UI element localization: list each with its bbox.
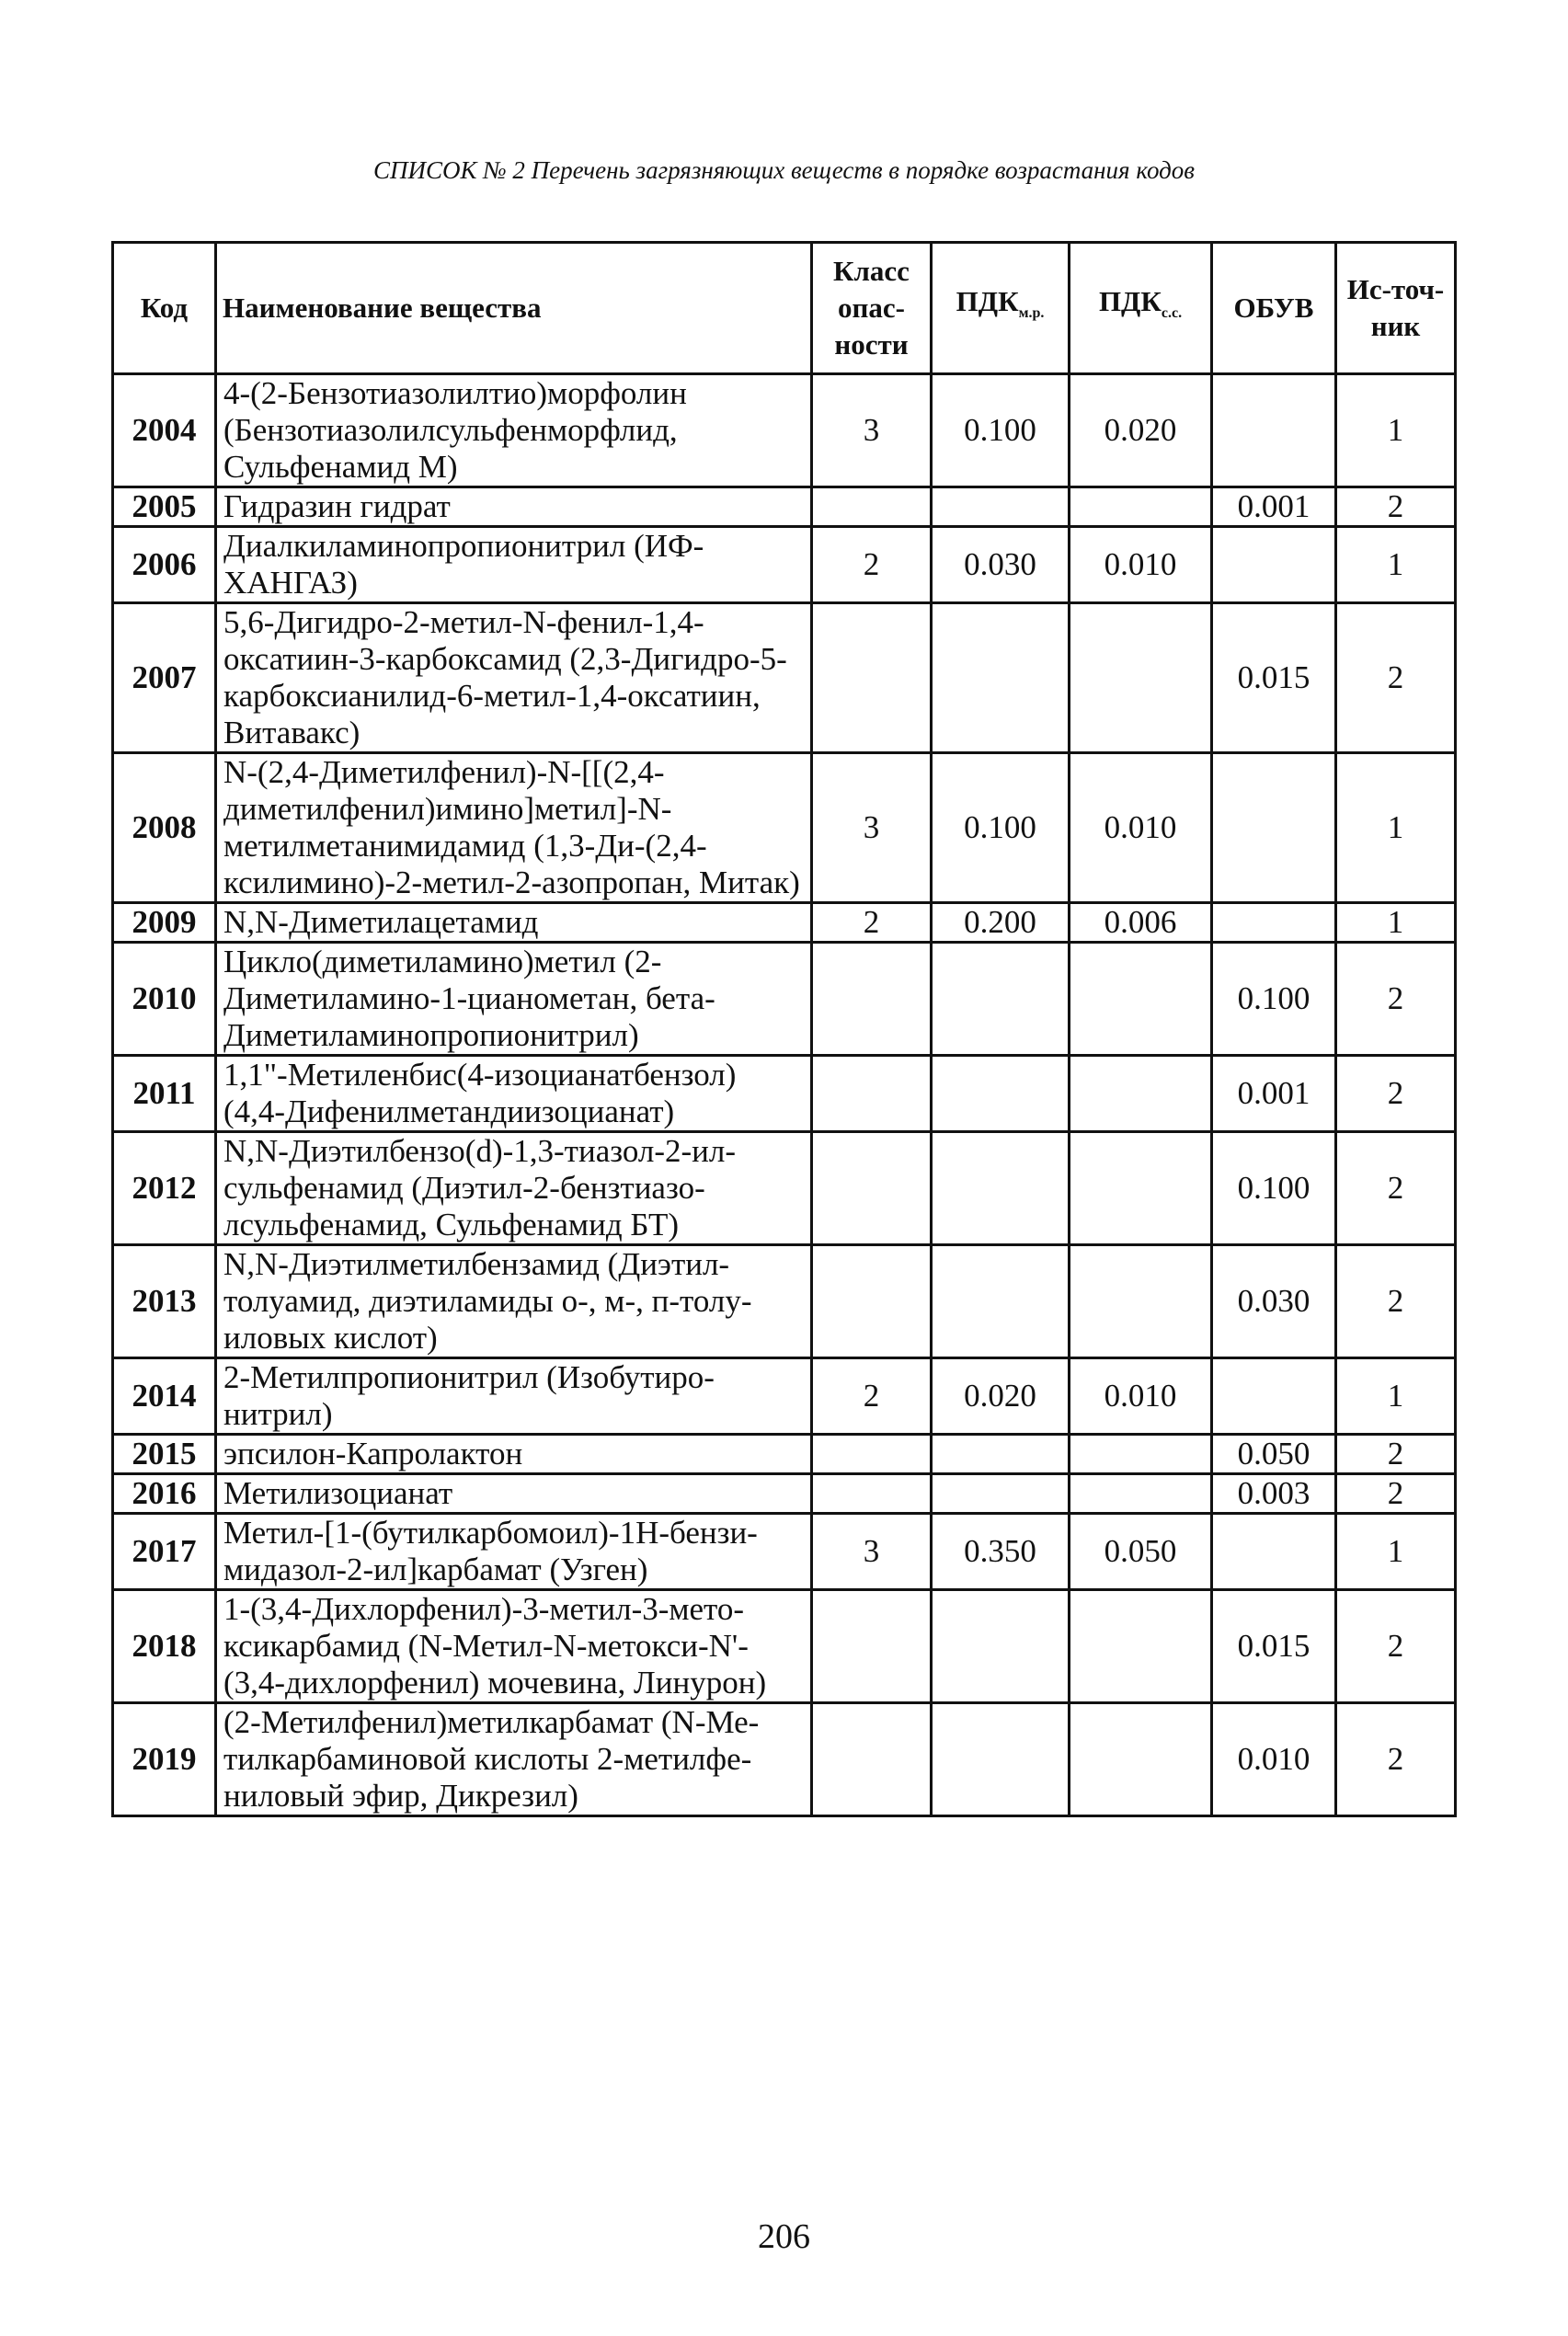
table-row [113,1358,1456,1435]
cell-code: 2011 [113,1056,216,1132]
cell-obuv: 0.100 [1212,1132,1336,1245]
cell-pdk-mr: 0.350 [932,1514,1070,1590]
cell-pdk-ss: 0.010 [1070,753,1212,903]
cell-pdk-mr [932,487,1070,527]
cell-pdk-ss [1070,1245,1212,1358]
table-row [113,603,1456,753]
cell-code: 2008 [113,753,216,903]
header-hazard-class: Класс опас-ности [812,243,932,374]
cell-class: 2 [812,1358,932,1435]
cell-obuv: 0.003 [1212,1474,1336,1514]
cell-pdk-mr [932,1245,1070,1358]
cell-obuv: 0.001 [1212,487,1336,527]
cell-pdk-ss [1070,603,1212,753]
cell-name: эпсилон-Капролактон [216,1435,812,1474]
header-pdk-mr [932,243,1070,374]
cell-code: 2005 [113,487,216,527]
cell-obuv: 0.030 [1212,1245,1336,1358]
cell-pdk-mr [932,603,1070,753]
cell-pdk-ss: 0.006 [1070,903,1212,943]
table-row [113,1132,1456,1245]
table-row [113,1703,1456,1816]
cell-class [812,603,932,753]
cell-pdk-mr: 0.020 [932,1358,1070,1435]
header-pdk-ss-sub: с.с. [1161,305,1183,322]
cell-class [812,487,932,527]
cell-obuv: 0.015 [1212,1590,1336,1703]
cell-name: Гидразин гидрат [216,487,812,527]
cell-pdk-mr [932,1703,1070,1816]
cell-obuv [1212,1358,1336,1435]
cell-code: 2016 [113,1474,216,1514]
cell-code: 2006 [113,527,216,603]
cell-class [812,1056,932,1132]
cell-source: 1 [1336,527,1456,603]
cell-pdk-mr [932,1474,1070,1514]
table-row [113,943,1456,1056]
table-row [113,1056,1456,1132]
cell-source: 2 [1336,603,1456,753]
cell-obuv: 0.100 [1212,943,1336,1056]
cell-class [812,1132,932,1245]
cell-name: 1,1"-Метиленбис(4-изоцианатбензол) (4,4-Дифенилметандиизоцианат) [216,1056,812,1132]
cell-pdk-mr: 0.100 [932,374,1070,487]
cell-pdk-mr: 0.030 [932,527,1070,603]
cell-obuv: 0.010 [1212,1703,1336,1816]
cell-name: 2-Метилпропионитрил (Изобутиро-нитрил) [216,1358,812,1435]
table-row [113,1514,1456,1590]
cell-source: 1 [1336,903,1456,943]
cell-pdk-mr [932,1435,1070,1474]
cell-source: 2 [1336,1132,1456,1245]
cell-pdk-ss [1070,1474,1212,1514]
cell-pdk-mr [932,1132,1070,1245]
table-row [113,374,1456,487]
cell-name: Метил-[1-(бутилкарбомоил)-1Н-бензи-мидазол-2-ил]карбамат (Узген) [216,1514,812,1590]
cell-class [812,1590,932,1703]
header-obuv: ОБУВ [1212,243,1336,374]
cell-pdk-ss: 0.010 [1070,527,1212,603]
cell-name: 5,6-Дигидро-2-метил-N-фенил-1,4-оксатиин-3-карбоксамид (2,3-Дигидро-5-карбоксианилид-6-метил-1,4-оксатиин, Витавакс) [216,603,812,753]
cell-source: 1 [1336,1358,1456,1435]
cell-class [812,1245,932,1358]
cell-pdk-mr [932,1590,1070,1703]
cell-name: N,N-Диметилацетамид [216,903,812,943]
cell-pdk-mr: 0.100 [932,753,1070,903]
header-pdk-mr-main: ПДК [956,285,1019,318]
cell-source: 1 [1336,753,1456,903]
cell-code: 2004 [113,374,216,487]
cell-code: 2019 [113,1703,216,1816]
cell-class: 3 [812,374,932,487]
table-row [113,1435,1456,1474]
header-pdk-ss-main: ПДК [1098,285,1162,318]
cell-pdk-ss [1070,1703,1212,1816]
cell-source: 2 [1336,487,1456,527]
table-row [113,1245,1456,1358]
cell-obuv: 0.050 [1212,1435,1336,1474]
cell-name: Метилизоцианат [216,1474,812,1514]
table-row [113,903,1456,943]
cell-obuv [1212,753,1336,903]
cell-name: N,N-Диэтилметилбензамид (Диэтил-толуамид, диэтиламиды о-, м-, п-толу-иловых кислот) [216,1245,812,1358]
cell-code: 2014 [113,1358,216,1435]
cell-obuv [1212,903,1336,943]
cell-name: Диалкиламинопропионитрил (ИФ-ХАНГАЗ) [216,527,812,603]
cell-pdk-mr [932,1056,1070,1132]
table-row [113,527,1456,603]
cell-name: Цикло(диметиламино)метил (2-Диметиламино-1-цианометан, бета-Диметиламинопропионитрил) [216,943,812,1056]
cell-pdk-ss [1070,1435,1212,1474]
cell-obuv [1212,374,1336,487]
cell-code: 2015 [113,1435,216,1474]
cell-name: N-(2,4-Диметилфенил)-N-[[(2,4-диметилфенил)имино]метил]-N-метилметанимидамид (1,3-Ди-(2,4-ксилимино)-2-метил-2-азопропан, Митак) [216,753,812,903]
cell-class [812,1474,932,1514]
cell-class: 3 [812,1514,932,1590]
table-row [113,1474,1456,1514]
cell-name: (2-Метилфенил)метилкарбамат (N-Ме-тилкарбаминовой кислоты 2-метилфе-ниловый эфир, Дикрезил) [216,1703,812,1816]
cell-pdk-ss [1070,1590,1212,1703]
header-pdk-mr-sub: м.р. [1018,305,1045,322]
cell-code: 2009 [113,903,216,943]
cell-source: 2 [1336,1056,1456,1132]
cell-pdk-ss: 0.010 [1070,1358,1212,1435]
cell-code: 2017 [113,1514,216,1590]
cell-pdk-mr [932,943,1070,1056]
cell-source: 2 [1336,1245,1456,1358]
cell-source: 2 [1336,943,1456,1056]
cell-pdk-ss [1070,1132,1212,1245]
list-caption: СПИСОК № 2 Перечень загрязняющих веществ в порядке возрастания кодов [373,156,1195,184]
page-number: 206 [758,2217,810,2256]
cell-code: 2012 [113,1132,216,1245]
cell-pdk-ss: 0.050 [1070,1514,1212,1590]
cell-name: 1-(3,4-Дихлорфенил)-3-метил-3-мето-ксикарбамид (N-Метил-N-метокси-N'-(3,4-дихлорфенил) мочевина, Линурон) [216,1590,812,1703]
cell-obuv: 0.015 [1212,603,1336,753]
header-code: Код [113,243,216,374]
cell-code: 2018 [113,1590,216,1703]
cell-source: 1 [1336,374,1456,487]
cell-source: 2 [1336,1703,1456,1816]
cell-pdk-ss [1070,1056,1212,1132]
cell-pdk-ss: 0.020 [1070,374,1212,487]
cell-class: 2 [812,527,932,603]
cell-name: 4-(2-Бензотиазолилтио)морфолин (Бензотиазолилсульфенморфлид, Сульфенамид М) [216,374,812,487]
cell-pdk-ss [1070,943,1212,1056]
cell-pdk-ss [1070,487,1212,527]
cell-source: 2 [1336,1435,1456,1474]
cell-pdk-mr: 0.200 [932,903,1070,943]
table-row [113,487,1456,527]
header-source: Ис-точ-ник [1336,243,1456,374]
cell-obuv [1212,1514,1336,1590]
table-header-row [113,243,1456,374]
header-name: Наименование вещества [216,243,812,374]
cell-name: N,N-Диэтилбензо(d)-1,3-тиазол-2-ил-сульфенамид (Диэтил-2-бензтиазо-лсульфенамид, Сульфенамид БТ) [216,1132,812,1245]
cell-obuv [1212,527,1336,603]
cell-class: 2 [812,903,932,943]
header-pdk-ss [1070,243,1212,374]
cell-class [812,1435,932,1474]
table-row [113,753,1456,903]
cell-code: 2013 [113,1245,216,1358]
cell-source: 2 [1336,1590,1456,1703]
substances-table [111,241,1457,1817]
table-row [113,1590,1456,1703]
cell-source: 1 [1336,1514,1456,1590]
cell-class: 3 [812,753,932,903]
cell-source: 2 [1336,1474,1456,1514]
cell-obuv: 0.001 [1212,1056,1336,1132]
cell-code: 2007 [113,603,216,753]
cell-class [812,943,932,1056]
cell-code: 2010 [113,943,216,1056]
cell-class [812,1703,932,1816]
